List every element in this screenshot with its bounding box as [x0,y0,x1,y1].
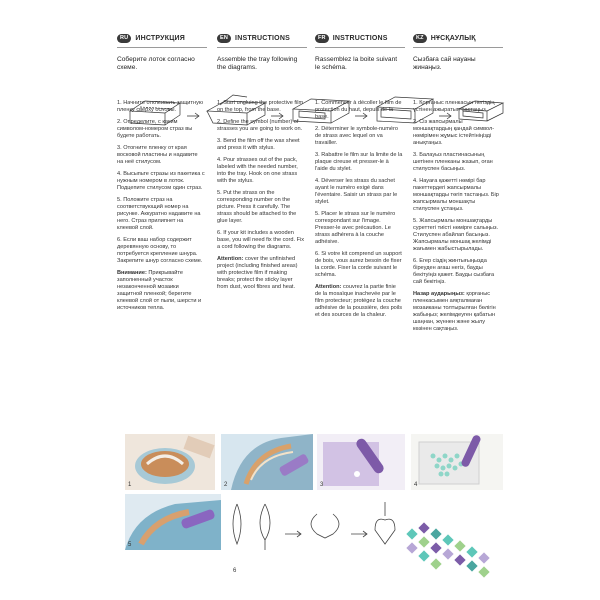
photo-4-illustration [411,434,503,490]
intro-fr: Rassemblez la boite suivant le schéma. [315,56,398,71]
step-item: 2. Определите, с каким символом-номером страз вы будете работать. [117,119,193,139]
attention-text: couvrez la partie finie de la mosaïque inachevée par le film protecteur; protégez la couche adhésive de la poussière, des poils et des sources de la chaleur. [315,284,403,318]
photo-number: 6 [233,568,237,574]
attention-fr [315,284,403,319]
header-kz [413,34,476,43]
attention-label: Назар аударыңыз: [413,291,465,297]
header-ru [117,34,185,43]
steps-en [217,100,305,251]
lang-code-en: EN [217,34,231,43]
step-item: 6. Если ваш набор содержит деревянную основу, то потребуется крепление шнура. Закрепите шнур согласно схеме. [117,237,203,264]
header-rule [117,47,207,48]
attention-en [217,256,305,291]
step-item: 2. Сіз жапсырмалы моншақтардың қандай символ-нөмірімен жұмыс істейтініңізді анықтаңыз. [413,119,495,146]
header-en [217,34,290,43]
column-fr [315,56,403,319]
cord-loop-1 [233,504,241,544]
step-item: 2. Define the symbol (number) of strasses you are going to work on. [217,119,303,132]
step-item: 3. Rabattre le film sur la limite de la plaque cireuse et presser-le à l'aide du stylet. [315,152,403,172]
lang-code-kz: KZ [413,34,427,43]
attention-label: Attention: [315,284,342,290]
cord-knot-3 [311,514,339,538]
lang-code-fr: FR [315,34,329,43]
step-photo-3 [317,434,405,490]
step-item: 1. Start ungluing the protective film on the top, from the base. [217,100,304,113]
step-item: 4. Высыпьте стразы из пакетика с нужным номером в лоток. Подцепите стилусом один страз. [117,171,205,191]
step-item: 1. Commencer à décoller le film de protection du haut, depuis de la base. [315,100,402,120]
attention-label: Внимание: [117,270,147,276]
step-item: 6. If your kit includes a wooden base, you will need fix the cord. Fix a cord following the diagrams. [217,230,305,250]
step-item: 6. Si votre kit comprend un support de bois, vous aurez besoin de fixer la corde. Fixer la corde suivant le schéma. [315,251,402,278]
step-photo-5 [125,494,221,550]
step-item: 4. Науаға қажетті нөмірі бар пакеттердегі жапсырмалы моншақтарды төгіп тастаңыз. Бір жапсырмалы моншақты стилуспен ұстаңыз. [413,178,499,212]
photo-number: 2 [224,482,228,488]
heading-en: INSTRUCTIONS [235,35,290,42]
decorative-mosaic [400,520,520,590]
photo-3-illustration [317,434,405,490]
step-item: 3. Балауыз пластинасының шетінен пленканы жазып, оған стилуспен басыңыз. [413,152,493,172]
step-item: 5. Жапсырмалы моншақтарды суреттегі тиісті нөмірге салыңыз. Стилуспен абайлап басыңыз. Жапсырмалы моншақ желімді жағымен жабыстырылады. [413,218,499,252]
step-item: 3. Отогните пленку от края восковой пластины и надавите на неё стилусом. [117,145,198,165]
step-item: 2. Déterminer le symbole-numéro de strass avec lequel on va travailler. [315,126,399,146]
heart-ornament [375,502,395,544]
photo-number: 1 [128,482,132,488]
attention-ru [117,270,205,312]
photo-2-illustration [221,434,313,490]
column-ru [117,56,205,312]
steps-fr [315,100,403,279]
photo-number: 3 [320,482,324,488]
step-item: 4. Pour strasses out of the pack, labeled with the needed number, into the tray. Hook on one strass with the stylus. [217,157,298,184]
intro-en: Assemble the tray following the diagrams. [217,56,298,71]
header-rule [315,47,405,48]
step-item: 5. Put the strass on the corresponding number on the picture. Press it carefully. The strass should be attached to the glue layer. [217,190,297,224]
photo-5-illustration [125,494,221,550]
photo-1-illustration [125,434,215,490]
cord-loop-2 [260,504,270,550]
step-item: 6. Егер сіздің жинтығыңызда біреуден ағаш негіз, бауды бекітуіңіз қажет. Бауды сызбаға сай бекітіңіз. [413,258,495,285]
lang-code-ru: RU [117,34,131,43]
step-item: 5. Положите страз на соответствующий номер на рисунке. Аккуратно надавите на него. Страз прилипнет на клеевой слой. [117,197,201,231]
intro-ru: Соберите лоток согласно схеме. [117,56,195,71]
step-item: 1. Қорғаныс пленкасын негіздің үстінен ажыратып бастаңыз. [413,100,495,113]
header-fr [315,34,388,43]
attention-kz [413,291,501,333]
attention-text: Прикрывайте заполненный участок незаконченной мозаики защитной пленкой; берегите клеевой слой от пыли, шерсти и источников тепла. [117,270,202,311]
step-item: 3. Bend the film off the wax sheet and press it with stylus. [217,138,300,151]
heading-kz: НҰСҚАУЛЫҚ [430,35,476,42]
instruction-sheet [107,26,507,586]
step-photo-2 [221,434,313,490]
steps-kz [413,100,501,286]
photo-number: 5 [128,542,132,548]
language-headers [117,34,503,48]
column-en [217,56,305,291]
attention-label: Attention: [217,256,244,262]
attention-text: қорғаныс пленкасымен аяқталмаған мозаиканы толтырылған бөлігін жабыңыз; желімдеуген қабатын шаңнан, жүннен және жылу көзінен сақтаңыз. [413,291,496,332]
steps-ru [117,100,205,265]
header-rule [217,47,307,48]
heading-fr: INSTRUCTIONS [332,35,388,42]
heading-ru: ИНСТРУКЦИЯ [135,35,185,42]
photo-number: 4 [414,482,418,488]
header-rule [413,47,503,48]
step-item: 5. Placer le strass sur le numéro correspondant sur l'image. Presser-le avec précaution. Le strass adhérera à la couche adhésive. [315,211,396,245]
column-kz [413,56,501,333]
step-item: 1. Начните отклеивать защитную пленку сверху основы. [117,100,204,113]
step-photo-1 [125,434,215,490]
step-item: 4. Déverser les strass du sachet ayant le numéro exigé dans l'éventaire. Saisir un strass par le stylet. [315,178,398,205]
mosaic-tiles [406,522,489,577]
step-photo-4 [411,434,503,490]
attention-text: cover the unfinished project (including finished areas) with protective film if making breaks; protect the sticky layer from dust, wool fibres and heat. [217,256,298,290]
intro-kz: Сызбаға сай науаны жинаңыз. [413,56,476,71]
